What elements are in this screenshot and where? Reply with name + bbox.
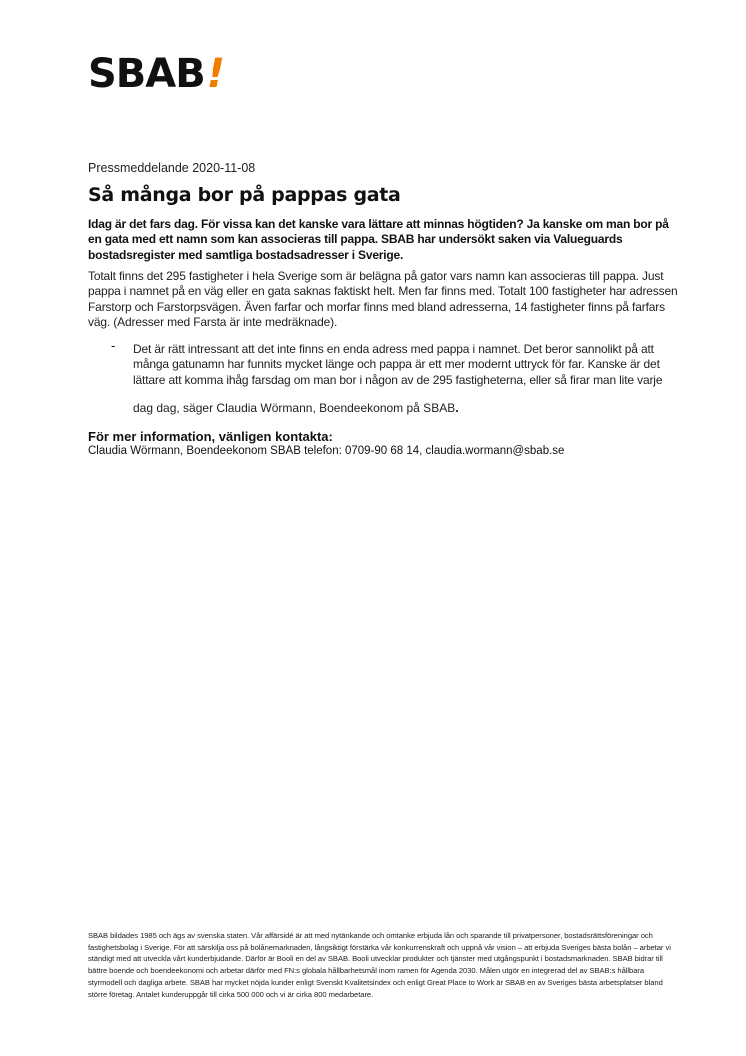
sbab-logo: [88, 52, 224, 96]
quote-attribution-period: .: [455, 400, 459, 415]
company-boilerplate-footer: SBAB bildades 1985 och ägs av svenska staten. Vår affärsidé är att med nytänkande och omtanke erbjuda lån och sparande till privatpersoner, bostadsrättsföreningar och fastighetsbolag i Sverige. För att särskilja oss på bolånemarknaden, långsiktigt förstärka vår konkurrenskraft och uppnå vår vision – att erbjuda Sveriges bästa bolån – arbetar vi ständigt med att utveckla vårt kunderbjudande. Därför är Booli en del av SBAB. Booli utvecklar produkter och tjänster med utgångspunkt i bostadsmarknaden. SBAB bidrar till bättre boende och boendeekonomi och arbetar därför med FN:s globala hållbarhetsmål inom ramen för Agenda 2030. Målen utgör en integrerad del av SBAB:s hållbara styrmodell och dagliga arbete. SBAB har mycket nöjda kunder enligt Svenskt Kvalitetsindex och enligt Great Place to Work är SBAB en av Sveriges bästa arbetsplatser bland större företag. Antalet kunderuppgår till cirka 500 000 och vi är cirka 800 medarbetare.: [88, 931, 671, 999]
logo-text: SBAB: [88, 51, 205, 97]
press-release-dateline: Pressmeddelande 2020-11-08: [88, 161, 256, 175]
quote-bullet: -: [111, 338, 116, 353]
body-paragraph: Totalt finns det 295 fastigheter i hela Sverige som är belägna på gator vars namn kan associeras till pappa. Just pappa i namnet på en väg eller en gata saknas faktiskt helt. Men far finns med. Totalt 100 fastigheter har adressen Farstorp och Farstorpsvägen. Även farfar och morfar finns med bland adresserna, 14 fastigheter finns på farfars väg. (Adresser med Farsta är inte medräknade).: [88, 269, 678, 329]
quote-attribution-text: dag dag, säger Claudia Wörmann, Boendeekonom på SBAB: [133, 401, 456, 415]
quote-attribution: [133, 400, 459, 415]
contact-details: Claudia Wörmann, Boendeekonom SBAB telefon: 0709-90 68 14, claudia.wormann@sbab.se: [88, 445, 565, 457]
lead-paragraph: Idag är det fars dag. För vissa kan det kanske vara lättare att minnas högtiden? Ja kanske om man bor på en gata med ett namn som kan associeras till pappa. SBAB har undersökt saken via Valueguards bostadsregister med samtliga bostadsadresser i Sverige.: [88, 217, 669, 262]
quote-paragraph: Det är rätt intressant att det inte finns en enda adress med pappa i namnet. Det beror sannolikt på att många gatunamn har funnits mycket länge och pappa är ett mer modernt uttryck för far. Kanske är det lättare att komma ihåg farsdag om man bor i någon av de 295 fastigheterna, eller så firar man lite varje: [133, 342, 663, 387]
contact-heading: För mer information, vänligen kontakta:: [88, 429, 333, 444]
logo-exclamation-mark: !: [206, 51, 224, 97]
page-title: Så många bor på pappas gata: [88, 184, 401, 206]
